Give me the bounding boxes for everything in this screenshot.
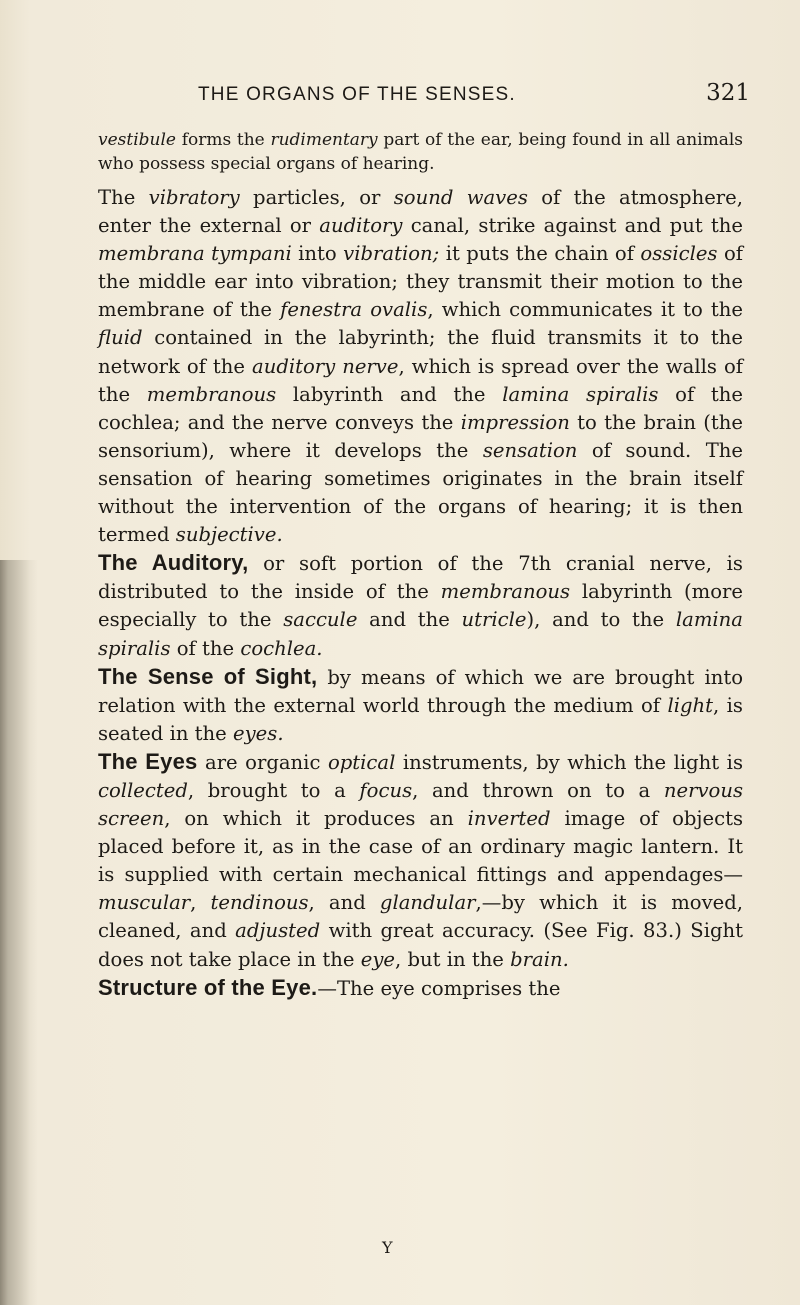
paragraph-sense-of-sight [98,663,743,748]
text-run: ,—by which it is moved, cleaned, and [98,891,744,943]
italic-term: fenestra ovalis [280,298,428,322]
text-run: , is seated in the [98,693,743,745]
italic-term: auditory [319,214,403,238]
italic-term: eye [360,947,395,971]
section-heading: The Eyes [98,748,198,774]
text-run: are organic [197,750,328,774]
italic-term: vestibule [98,130,176,150]
text-run: forms the [176,130,271,150]
body-text [98,128,743,1003]
italic-term: focus [359,778,413,802]
italic-term: tendinous [210,891,309,915]
italic-term: optical [327,750,396,774]
text-run: it puts the chain of [439,242,641,266]
page-edge-shadow [0,560,38,1305]
page-header [90,80,750,116]
italic-term: glandular [379,891,476,915]
paragraph-sound-waves [98,184,743,549]
text-run: labyrinth (more especially to the [98,580,743,632]
italic-term: fluid [98,326,143,350]
text-run: image of objects placed before it, as in the case of an ordinary magic lantern. It is supplied with certain mechanical fittings and appendages— [98,807,743,887]
text-run: by means of which we are brought into relation with the external world through the medium of [98,665,743,717]
italic-term: auditory nerve [252,354,399,378]
italic-term: membranous [440,580,571,604]
intro-paragraph [98,128,743,176]
text-run: —The eye comprises the [317,976,561,1000]
text-run: and the [357,608,462,632]
section-heading: The Sense of Sight, [98,663,318,689]
paragraph-auditory [98,549,743,662]
text-run: , which is spread over the walls of the [98,354,743,406]
text-run: , and thrown on to a [412,778,664,802]
text-run: of sound. The sensation of hearing sometimes originates in the brain itself without the intervention of the organs of hearing; it is then termed [98,438,743,547]
text-run: , but in the [394,947,511,971]
text-run: , brought to a [187,778,360,802]
italic-term: lamina spiralis [502,382,659,406]
text-run: into [291,242,344,266]
italic-term: eyes. [233,721,284,745]
italic-term: membrana tympani [98,242,292,266]
text-run: , on which it produces an [164,807,468,831]
section-heading: Structure of the Eye. [98,974,318,1000]
italic-term: nervous screen [98,778,743,831]
text-run: of the atmosphere, enter the external or [98,186,743,238]
text-run: of the [170,636,241,660]
text-run: to the brain (the sensorium), where it develops the [98,410,743,462]
italic-term: adjusted [235,919,321,943]
text-run: of the cochlea; and the nerve conveys the [98,382,743,434]
running-head: THE ORGANS OF THE SENSES. [198,84,516,105]
italic-term: membranous [146,382,277,406]
italic-term: subjective. [175,523,283,547]
italic-term: rudimentary [270,130,378,150]
text-run: , and [308,891,380,915]
italic-term: vibratory [148,186,240,209]
text-run: with great accuracy. (See Fig. 83.) Sight does not take place in the [98,919,743,971]
page-number: 321 [706,80,750,106]
paragraph-the-eyes [98,748,743,974]
italic-term: cochlea. [240,636,323,660]
text-run: , [190,891,211,915]
text-run: labyrinth and the [276,382,503,406]
text-run: or soft portion of the 7th cranial nerve, is distributed to the inside of the [98,552,743,604]
italic-term: inverted [467,807,551,831]
section-heading: The Auditory, [98,550,249,576]
paragraph-structure-of-eye [98,974,743,1003]
text-run: part of the ear, being found in all animals who possess special organs of hearing. [98,130,743,174]
text-run: , which communicates it to the [427,298,744,322]
italic-term: sound waves [393,186,528,209]
italic-term: vibration; [343,242,440,266]
italic-term: muscular [98,891,191,915]
italic-term: collected [98,778,188,802]
italic-term: brain. [510,947,569,971]
italic-term: sensation [482,438,578,462]
text-run: particles, or [239,186,394,209]
italic-term: saccule [283,608,358,632]
italic-term: utricle [461,608,527,632]
text-run: instruments, by which the light is [395,750,744,774]
italic-term: ossicles [640,242,718,266]
signature-mark: Y [382,1238,393,1257]
text-run: ), and to the [526,608,676,632]
italic-term: lamina spiralis [98,608,743,660]
text-run: The [98,186,149,209]
italic-term: light [667,693,714,717]
text-run: canal, strike against and put the [402,214,744,238]
text-run: contained in the labyrinth; the fluid transmits it to the network of the [98,326,743,378]
text-run: of the middle ear into vibration; they transmit their motion to the membrane of the [98,242,743,322]
italic-term: impression [460,410,570,434]
